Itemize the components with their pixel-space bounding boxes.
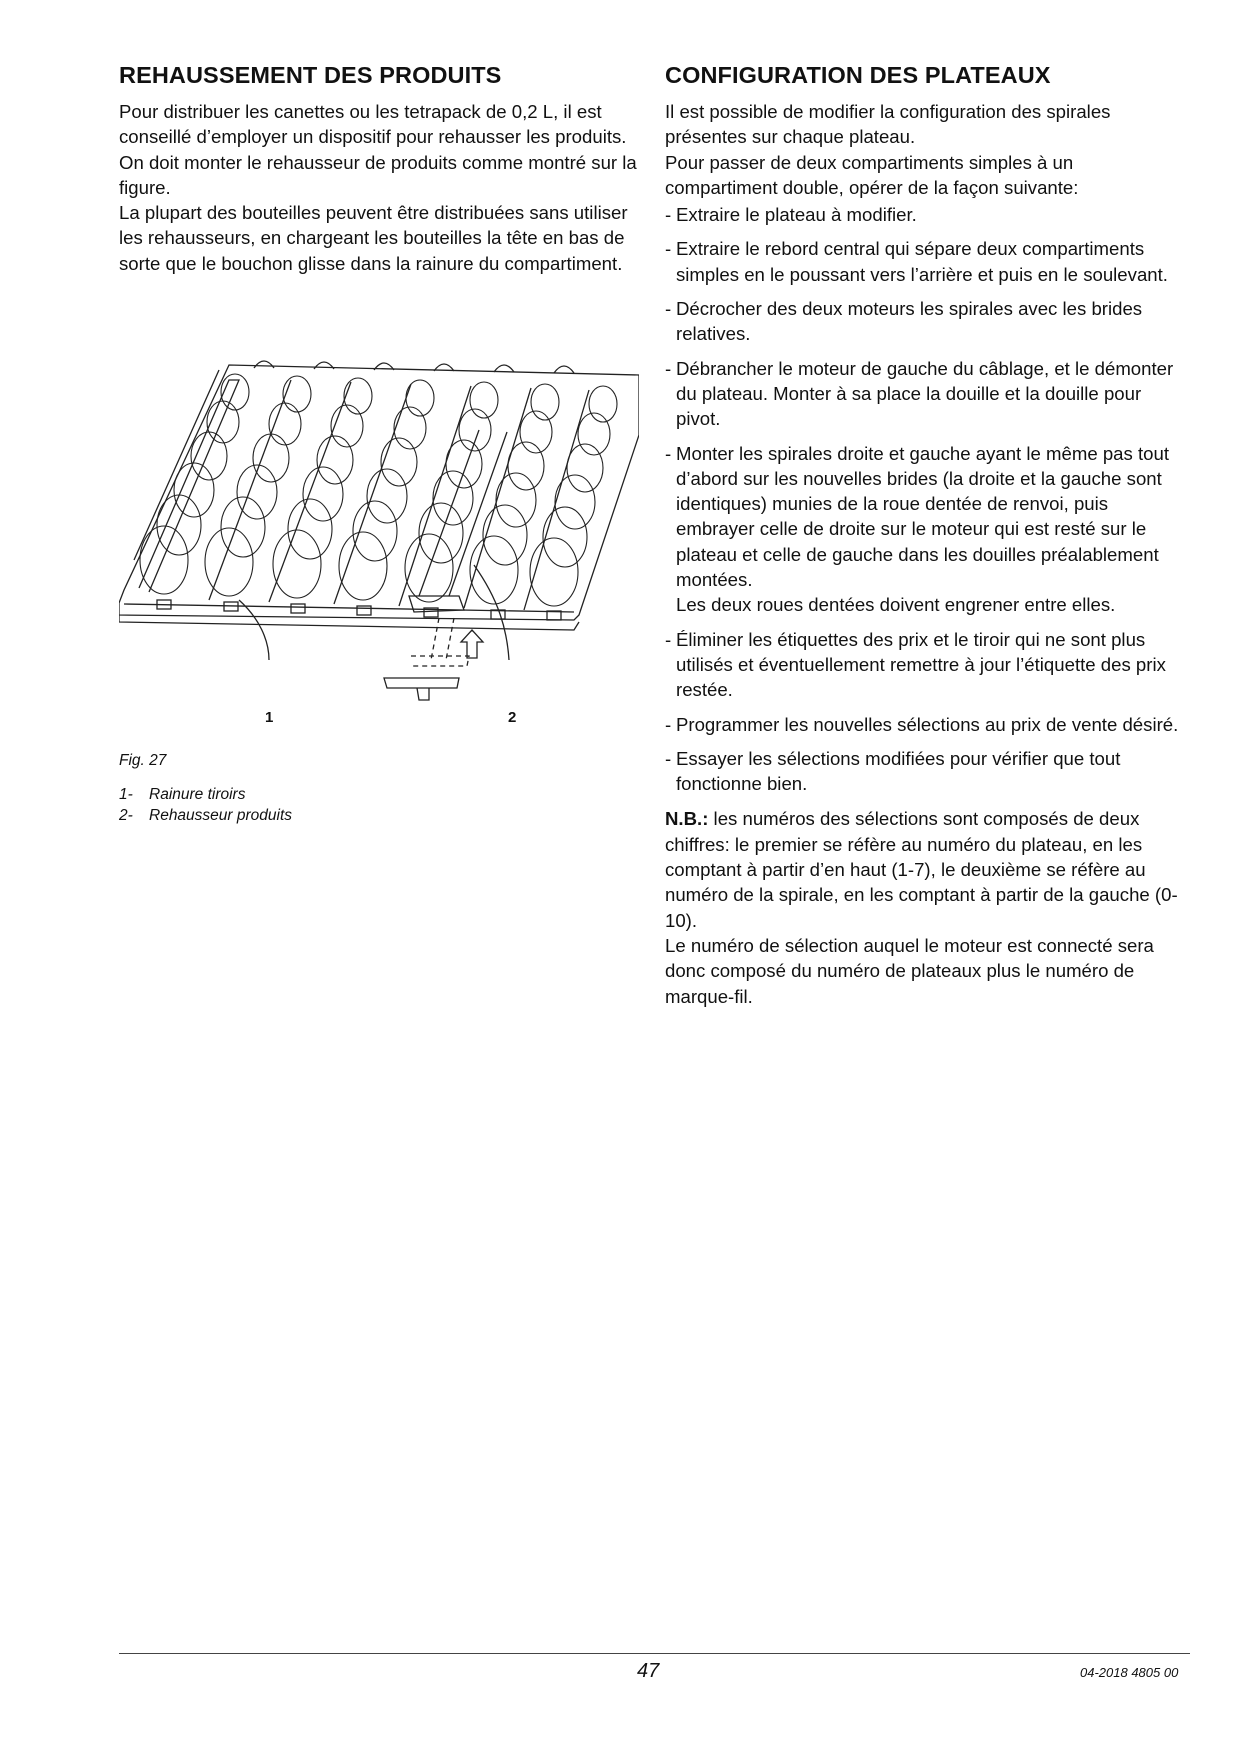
figure-label-2: 2 [508, 709, 517, 726]
list-item: - Monter les spirales droite et gauche ayant le même pas tout d’abord sur les nouvelles brides (la droite et la gauche sont identiques) munies de la roue dentée de renvoi, puis embrayer celle de droite sur le moteur qui est resté sur le plateau et celle de gauche dans les douilles préalablement montées. Les deux roues dentées doivent engrener entre elles. [665, 442, 1169, 616]
paragraph: Pour distribuer les canettes ou les tetrapack de 0,2 L, il est conseillé d’employer un dispositif pour rehausser les produits. [119, 101, 627, 148]
paragraph: Il est possible de modifier la configuration des spirales présentes sur chaque plateau. [665, 101, 1111, 148]
list-item: - Programmer les nouvelles sélections au prix de vente désiré. [665, 713, 1179, 735]
document-code: 04-2018 4805 00 [1080, 1665, 1179, 1680]
section-title-configuration: CONFIGURATION DES PLATEAUX [665, 62, 1051, 88]
list-item: - Décrocher des deux moteurs les spirales avec les brides relatives. [665, 298, 1143, 345]
paragraph: La plupart des bouteilles peuvent être distribuées sans utiliser les rehausseurs, en chargeant les bouteilles la tête en bas de sorte que le bouchon glisse dans la rainure du compartiment. [119, 202, 628, 274]
note-label: N.B.: [665, 808, 709, 830]
paragraph: On doit monter le rehausseur de produits comme montré sur la figure. [119, 151, 637, 198]
tray-drawing [119, 360, 639, 735]
figure-tray-illustration [119, 360, 639, 735]
right-column [665, 62, 1190, 1009]
legend-item [119, 805, 292, 826]
list-item: - Débrancher le moteur de gauche du câblage, et le démonter du plateau. Monter à sa place la douille et la douille pour pivot. [665, 357, 1174, 430]
section-title-rehaussement: REHAUSSEMENT DES PRODUITS [119, 62, 502, 88]
paragraph: Pour passer de deux compartiments simples à un compartiment double, opérer de la façon suivante: [665, 151, 1079, 198]
figure-legend [119, 784, 292, 826]
figure-label-1: 1 [265, 709, 274, 726]
left-column [119, 62, 639, 276]
list-item: - Éliminer les étiquettes des prix et le tiroir qui ne sont plus utilisés et éventuellement remettre à jour l’étiquette des prix restée. [665, 628, 1166, 701]
figure-caption: Fig. 27 [119, 752, 167, 769]
list-item: - Essayer les sélections modifiées pour vérifier que tout fonctionne bien. [665, 747, 1121, 795]
footer-divider [119, 1653, 1190, 1654]
legend-item [119, 784, 292, 805]
legend-number: 2- [119, 807, 133, 824]
paragraph: Le numéro de sélection auquel le moteur est connecté sera donc composé du numéro de plateaux plus le numéro de marque-fil. [665, 934, 1154, 1007]
list-item: - Extraire le plateau à modifier. [665, 204, 917, 226]
legend-text: Rehausseur produits [149, 807, 293, 824]
page-number: 47 [637, 1660, 660, 1682]
list-item-note: Les deux roues dentées doivent engrener entre elles. [676, 594, 1116, 616]
spiral-coils [140, 374, 617, 606]
list-item: - Extraire le rebord central qui sépare deux compartiments simples en le poussant vers l’arrière et puis en le soulevant. [665, 238, 1168, 285]
legend-number: 1- [119, 786, 133, 803]
legend-text: Rainure tiroirs [149, 786, 246, 803]
note-paragraph: N.B.: les numéros des sélections sont composés de deux chiffres: le premier se réfère au numéro du plateau, en les comptant à partir d’en haut (1-7), le deuxième se réfère au numéro de la spirale, en les comptant à partir de la gauche (0-10). [665, 808, 1178, 931]
